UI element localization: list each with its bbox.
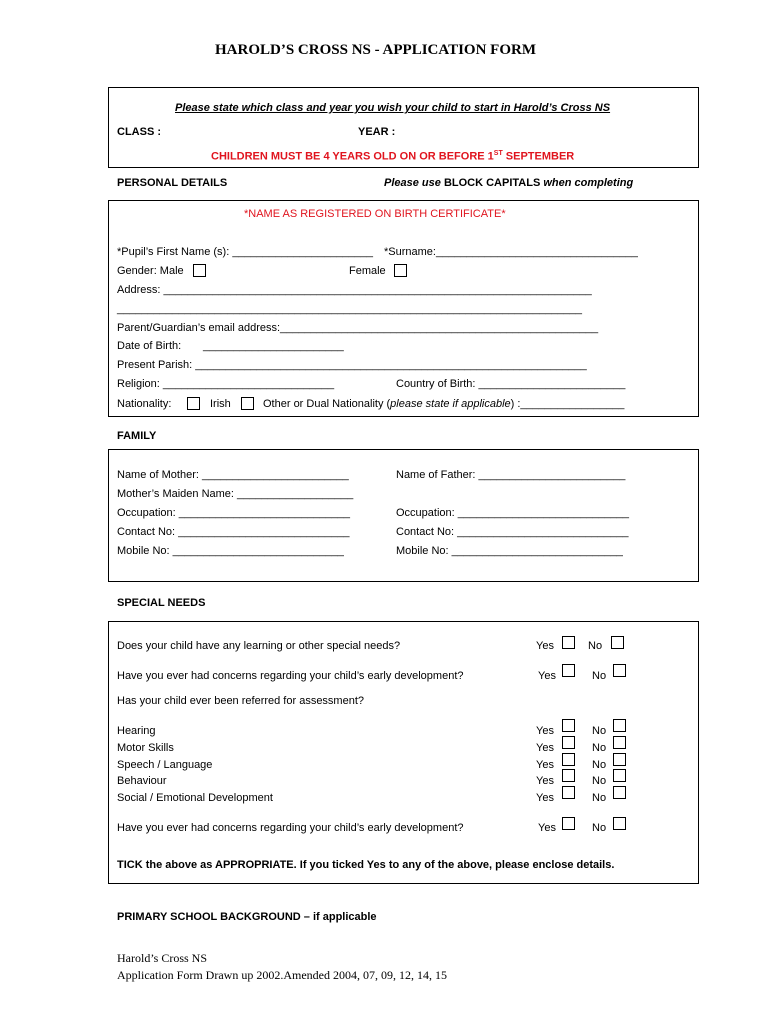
father-contact-field[interactable]: Contact No: ____________________________	[396, 526, 629, 538]
country-of-birth-field[interactable]: Country of Birth: ________________________	[396, 378, 626, 390]
male-checkbox[interactable]	[193, 264, 206, 277]
yes-label: Yes	[536, 759, 554, 771]
first-name-field[interactable]: *Pupil’s First Name (s): _______________________	[117, 246, 374, 258]
religion-field[interactable]: Religion: ____________________________	[117, 378, 335, 390]
area-motor-skills: Motor Skills	[117, 742, 174, 754]
female-checkbox[interactable]	[394, 264, 407, 277]
q1-no-checkbox[interactable]	[611, 636, 624, 649]
dob-field[interactable]: _______________________	[203, 340, 344, 352]
no-label: No	[592, 742, 607, 754]
father-name-field[interactable]: Name of Father: ________________________	[396, 469, 626, 481]
yes-label: Yes	[538, 822, 556, 834]
mother-contact-field[interactable]: Contact No: ____________________________	[117, 526, 350, 538]
hearing-yes-checkbox[interactable]	[562, 719, 575, 732]
yes-label: Yes	[538, 670, 556, 682]
social-yes-checkbox[interactable]	[562, 786, 575, 799]
age-rule: CHILDREN MUST BE 4 YEARS OLD ON OR BEFORE 1ST SEPTEMBER	[211, 150, 575, 163]
surname-field[interactable]: *Surname:_________________________________	[384, 246, 638, 258]
class-label: CLASS :	[117, 126, 161, 138]
family-heading: FAMILY	[117, 430, 157, 442]
yes-label: Yes	[536, 775, 554, 787]
area-speech-language: Speech / Language	[117, 759, 213, 771]
class-instruction: Please state which class and year you wish your child to start in Harold’s Cross NS	[175, 102, 611, 114]
address-continued-field[interactable]: ____________________________________________________________________________	[117, 303, 582, 315]
email-field[interactable]: Parent/Guardian’s email address:____________________________________________________	[117, 322, 599, 334]
q2-no-checkbox[interactable]	[613, 664, 626, 677]
irish-label: Irish	[210, 398, 231, 410]
area-behaviour: Behaviour	[117, 775, 167, 787]
block-capitals-note: Please use BLOCK CAPITALS when completing	[384, 177, 634, 189]
yes-label: Yes	[536, 640, 554, 652]
speech-yes-checkbox[interactable]	[562, 753, 575, 766]
hearing-no-checkbox[interactable]	[613, 719, 626, 732]
irish-checkbox[interactable]	[187, 397, 200, 410]
q-early-development: Have you ever had concerns regarding your child’s early development?	[117, 670, 464, 682]
no-label: No	[592, 725, 607, 737]
q-early-development-repeat: Have you ever had concerns regarding your child’s early development?	[117, 822, 464, 834]
no-label: No	[592, 792, 607, 804]
special-needs-heading: SPECIAL NEEDS	[117, 597, 206, 609]
no-label: No	[592, 775, 607, 787]
motor-no-checkbox[interactable]	[613, 736, 626, 749]
no-label: No	[592, 822, 607, 834]
q4-no-checkbox[interactable]	[613, 817, 626, 830]
footer-school: Harold’s Cross NS	[117, 951, 208, 965]
yes-label: Yes	[536, 742, 554, 754]
father-mobile-field[interactable]: Mobile No: ____________________________	[396, 545, 623, 557]
other-nationality-field[interactable]: Other or Dual Nationality (please state if applicable) :_________________	[263, 398, 625, 410]
tick-note: TICK the above as APPROPRIATE. If you ticked Yes to any of the above, please enclose details.	[117, 859, 615, 871]
mother-occupation-field[interactable]: Occupation: ____________________________	[117, 507, 351, 519]
q4-yes-checkbox[interactable]	[562, 817, 575, 830]
q2-yes-checkbox[interactable]	[562, 664, 575, 677]
q-assessment: Has your child ever been referred for assessment?	[117, 695, 365, 707]
footer-amended: Application Form Drawn up 2002.Amended 2004, 07, 09, 12, 14, 15	[117, 968, 447, 982]
behaviour-no-checkbox[interactable]	[613, 769, 626, 782]
maiden-name-field[interactable]: Mother’s Maiden Name: ___________________	[117, 488, 354, 500]
q-special-needs: Does your child have any learning or other special needs?	[117, 640, 401, 652]
page-title: HAROLD’S CROSS NS - APPLICATION FORM	[215, 42, 536, 58]
area-social-emotional: Social / Emotional Development	[117, 792, 273, 804]
gender-female-label: Female	[349, 265, 386, 277]
yes-label: Yes	[536, 792, 554, 804]
social-no-checkbox[interactable]	[613, 786, 626, 799]
address-field[interactable]: Address: ______________________________________________________________________	[117, 284, 592, 296]
special-needs-box	[108, 621, 699, 884]
q1-yes-checkbox[interactable]	[562, 636, 575, 649]
year-label: YEAR :	[358, 126, 396, 138]
gender-male-label: Gender: Male	[117, 265, 184, 277]
personal-heading: PERSONAL DETAILS	[117, 177, 228, 189]
behaviour-yes-checkbox[interactable]	[562, 769, 575, 782]
area-hearing: Hearing	[117, 725, 156, 737]
father-occupation-field[interactable]: Occupation: ____________________________	[396, 507, 630, 519]
yes-label: Yes	[536, 725, 554, 737]
mother-mobile-field[interactable]: Mobile No: ____________________________	[117, 545, 344, 557]
speech-no-checkbox[interactable]	[613, 753, 626, 766]
primary-school-heading: PRIMARY SCHOOL BACKGROUND – if applicable	[117, 911, 377, 923]
nationality-label: Nationality:	[117, 398, 172, 410]
birth-cert-note: *NAME AS REGISTERED ON BIRTH CERTIFICATE*	[244, 208, 506, 220]
no-label: No	[588, 640, 603, 652]
mother-name-field[interactable]: Name of Mother: ________________________	[117, 469, 349, 481]
motor-yes-checkbox[interactable]	[562, 736, 575, 749]
dob-label: Date of Birth:	[117, 340, 182, 352]
no-label: No	[592, 759, 607, 771]
parish-field[interactable]: Present Parish: ________________________________________________________________	[117, 359, 587, 371]
other-nationality-checkbox[interactable]	[241, 397, 254, 410]
no-label: No	[592, 670, 607, 682]
